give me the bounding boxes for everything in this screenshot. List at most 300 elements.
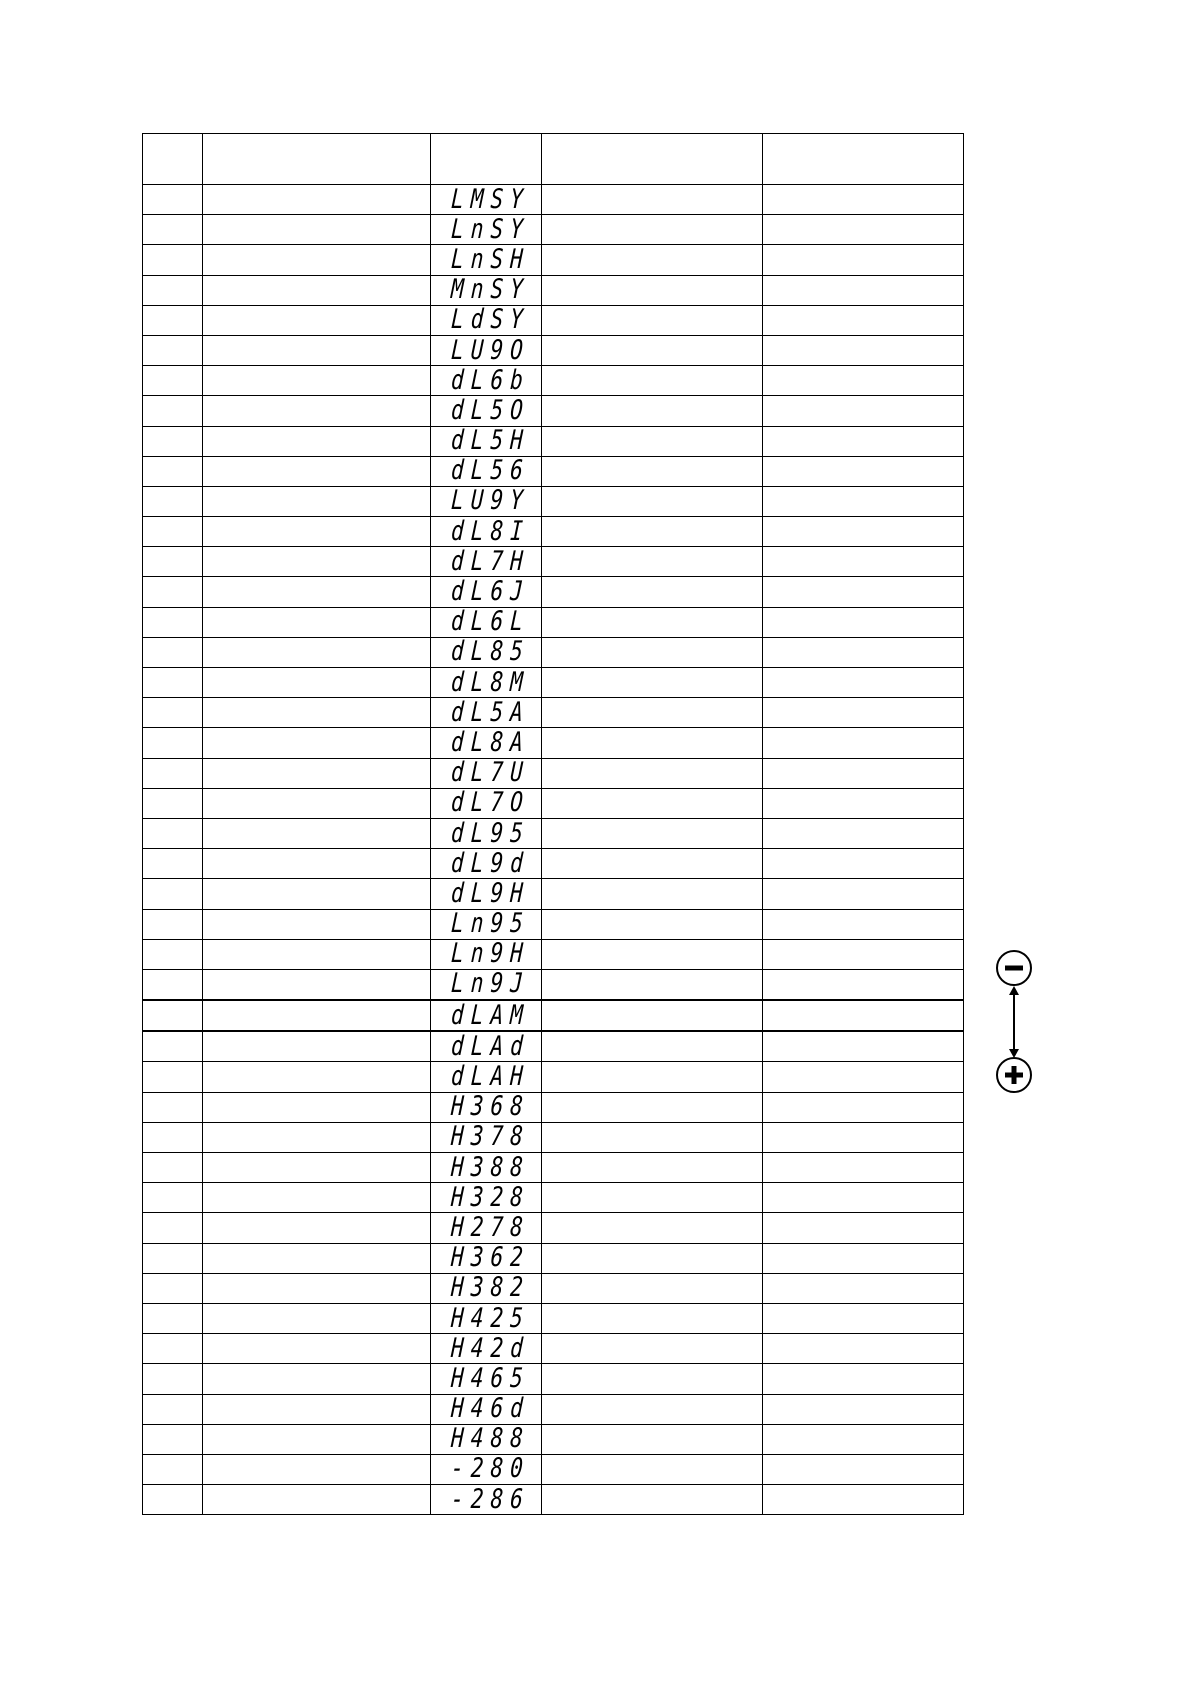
cell-no	[143, 1183, 203, 1213]
cell-no	[143, 1062, 203, 1092]
table-row	[143, 426, 964, 456]
segment-code: H388	[450, 1151, 532, 1183]
cell-a	[542, 305, 762, 335]
cell-a	[542, 577, 762, 607]
table-row	[143, 1031, 964, 1062]
cell-display-code	[431, 185, 542, 215]
cell-no	[143, 1364, 203, 1394]
table-row	[143, 1273, 964, 1303]
cell-display-code	[431, 879, 542, 909]
segment-code: MnSY	[450, 274, 532, 306]
cell-name	[203, 185, 431, 215]
table-row	[143, 366, 964, 396]
cell-a	[542, 517, 762, 547]
cell-b	[762, 668, 963, 698]
cell-display-code	[431, 396, 542, 426]
cell-a	[542, 1122, 762, 1152]
cell-no	[143, 426, 203, 456]
header-cell-no	[143, 134, 203, 185]
cell-a	[542, 849, 762, 879]
cell-no	[143, 1334, 203, 1364]
cell-a	[542, 366, 762, 396]
cell-a	[542, 335, 762, 365]
cell-display-code	[431, 1424, 542, 1454]
segment-code: LMSY	[450, 183, 532, 215]
segment-code: LU9Y	[450, 485, 532, 517]
table-row	[143, 818, 964, 848]
cell-no	[143, 879, 203, 909]
cell-b	[762, 818, 963, 848]
cell-name	[203, 909, 431, 939]
segment-code: dLAd	[450, 1030, 532, 1062]
cell-no	[143, 1031, 203, 1062]
cell-name	[203, 637, 431, 667]
cell-a	[542, 185, 762, 215]
table-row	[143, 1153, 964, 1183]
cell-name	[203, 728, 431, 758]
cell-no	[143, 1303, 203, 1333]
cell-b	[762, 849, 963, 879]
cell-no	[143, 547, 203, 577]
cell-display-code	[431, 637, 542, 667]
cell-b	[762, 969, 963, 1000]
cell-display-code	[431, 1394, 542, 1424]
table-row	[143, 486, 964, 516]
segment-code: Ln95	[450, 908, 532, 940]
cell-display-code	[431, 547, 542, 577]
header-cell-name	[203, 134, 431, 185]
cell-no	[143, 637, 203, 667]
table-row	[143, 909, 964, 939]
cell-a	[542, 969, 762, 1000]
plus-circle-icon	[997, 1058, 1031, 1092]
cell-name	[203, 335, 431, 365]
cell-b	[762, 456, 963, 486]
cell-name	[203, 1424, 431, 1454]
cell-b	[762, 909, 963, 939]
cell-a	[542, 818, 762, 848]
segment-code: H368	[450, 1091, 532, 1123]
cell-b	[762, 698, 963, 728]
cell-b	[762, 788, 963, 818]
cell-a	[542, 637, 762, 667]
cell-display-code	[431, 577, 542, 607]
table-row	[143, 335, 964, 365]
cell-a	[542, 215, 762, 245]
cell-display-code	[431, 1000, 542, 1031]
cell-b	[762, 305, 963, 335]
table-row	[143, 969, 964, 1000]
cell-no	[143, 758, 203, 788]
table-row	[143, 1000, 964, 1031]
cell-a	[542, 245, 762, 275]
header-cell-b	[762, 134, 963, 185]
cell-a	[542, 909, 762, 939]
cell-b	[762, 1364, 963, 1394]
cell-b	[762, 607, 963, 637]
segment-code: dL8I	[450, 515, 532, 547]
segment-code: dL5H	[450, 425, 532, 457]
cell-no	[143, 788, 203, 818]
table-row	[143, 607, 964, 637]
cell-b	[762, 939, 963, 969]
cell-no	[143, 1424, 203, 1454]
segment-code: dL7U	[450, 757, 532, 789]
header-row	[143, 134, 964, 185]
cell-no	[143, 668, 203, 698]
cell-b	[762, 1092, 963, 1122]
cell-no	[143, 1122, 203, 1152]
segment-code: H465	[450, 1362, 532, 1394]
cell-name	[203, 788, 431, 818]
segment-code: dLAM	[450, 999, 532, 1031]
cell-a	[542, 758, 762, 788]
cell-b	[762, 335, 963, 365]
cell-display-code	[431, 818, 542, 848]
cell-name	[203, 939, 431, 969]
cell-name	[203, 1122, 431, 1152]
segment-code: H382	[450, 1272, 532, 1304]
cell-a	[542, 1334, 762, 1364]
cell-name	[203, 607, 431, 637]
cell-name	[203, 1334, 431, 1364]
cell-display-code	[431, 1454, 542, 1484]
cell-b	[762, 758, 963, 788]
cell-display-code	[431, 607, 542, 637]
cell-name	[203, 1485, 431, 1515]
cell-b	[762, 185, 963, 215]
cell-name	[203, 305, 431, 335]
table-row	[143, 577, 964, 607]
segment-code: dL85	[450, 636, 532, 668]
cell-a	[542, 1485, 762, 1515]
cell-display-code	[431, 1092, 542, 1122]
cell-display-code	[431, 668, 542, 698]
table-row	[143, 698, 964, 728]
cell-no	[143, 1394, 203, 1424]
segment-code: dL8M	[450, 666, 532, 698]
cell-b	[762, 245, 963, 275]
cell-name	[203, 1092, 431, 1122]
segment-code: dL7H	[450, 545, 532, 577]
cell-no	[143, 517, 203, 547]
cell-name	[203, 1454, 431, 1484]
table-row	[143, 788, 964, 818]
cell-a	[542, 1183, 762, 1213]
table-body	[143, 185, 964, 1515]
cell-b	[762, 1334, 963, 1364]
segment-code: H278	[450, 1211, 532, 1243]
cell-display-code	[431, 969, 542, 1000]
cell-b	[762, 486, 963, 516]
table-row	[143, 849, 964, 879]
cell-b	[762, 1213, 963, 1243]
cell-name	[203, 1213, 431, 1243]
cell-name	[203, 275, 431, 305]
cell-name	[203, 969, 431, 1000]
cell-name	[203, 215, 431, 245]
segment-code: dL7O	[450, 787, 532, 819]
cell-b	[762, 547, 963, 577]
table-row	[143, 456, 964, 486]
cell-display-code	[431, 1062, 542, 1092]
cell-name	[203, 1000, 431, 1031]
table-row	[143, 1364, 964, 1394]
cell-name	[203, 1303, 431, 1333]
cell-name	[203, 879, 431, 909]
cell-name	[203, 758, 431, 788]
cell-no	[143, 939, 203, 969]
cell-display-code	[431, 215, 542, 245]
cell-b	[762, 637, 963, 667]
table-row	[143, 1183, 964, 1213]
table-row	[143, 728, 964, 758]
segment-code: dL8A	[450, 726, 532, 758]
cell-no	[143, 486, 203, 516]
cell-name	[203, 698, 431, 728]
cell-a	[542, 607, 762, 637]
table-row	[143, 1303, 964, 1333]
cell-no	[143, 1000, 203, 1031]
segment-code: dL9H	[450, 877, 532, 909]
table-row	[143, 939, 964, 969]
cell-a	[542, 1000, 762, 1031]
cell-name	[203, 456, 431, 486]
cell-display-code	[431, 1153, 542, 1183]
cell-a	[542, 1424, 762, 1454]
table-row	[143, 1454, 964, 1484]
cell-no	[143, 305, 203, 335]
cell-display-code	[431, 728, 542, 758]
cell-no	[143, 818, 203, 848]
segment-code: dL56	[450, 455, 532, 487]
cell-name	[203, 1153, 431, 1183]
cell-no	[143, 1454, 203, 1484]
cell-no	[143, 185, 203, 215]
cell-b	[762, 1273, 963, 1303]
cell-display-code	[431, 275, 542, 305]
cell-a	[542, 1394, 762, 1424]
cell-a	[542, 1153, 762, 1183]
cell-display-code	[431, 1303, 542, 1333]
cell-display-code	[431, 1031, 542, 1062]
table-row	[143, 1062, 964, 1092]
segment-code: LnSH	[450, 243, 532, 275]
cell-a	[542, 1092, 762, 1122]
table-row	[143, 1092, 964, 1122]
table-row	[143, 305, 964, 335]
cell-name	[203, 547, 431, 577]
cell-display-code	[431, 1122, 542, 1152]
cell-no	[143, 698, 203, 728]
cell-display-code	[431, 245, 542, 275]
cell-no	[143, 728, 203, 758]
cell-no	[143, 969, 203, 1000]
cell-name	[203, 1273, 431, 1303]
segment-code: LU9O	[450, 334, 532, 366]
cell-no	[143, 1243, 203, 1273]
cell-b	[762, 1153, 963, 1183]
cell-display-code	[431, 849, 542, 879]
cell-name	[203, 245, 431, 275]
segment-code: dLAH	[450, 1061, 532, 1093]
segment-code: H488	[450, 1423, 532, 1455]
header-cell-display	[431, 134, 542, 185]
cell-display-code	[431, 909, 542, 939]
cell-display-code	[431, 1273, 542, 1303]
cell-display-code	[431, 426, 542, 456]
cell-display-code	[431, 1243, 542, 1273]
segment-code: dL5O	[450, 394, 532, 426]
table-row	[143, 517, 964, 547]
table-row	[143, 758, 964, 788]
cell-no	[143, 909, 203, 939]
cell-display-code	[431, 939, 542, 969]
cell-a	[542, 1364, 762, 1394]
table-row	[143, 275, 964, 305]
cell-b	[762, 1031, 963, 1062]
table-row	[143, 547, 964, 577]
cell-b	[762, 1454, 963, 1484]
double-arrow-icon	[1009, 986, 1019, 1058]
segment-code: dL95	[450, 817, 532, 849]
segment-code: H362	[450, 1242, 532, 1274]
cell-a	[542, 486, 762, 516]
cell-name	[203, 1031, 431, 1062]
cell-a	[542, 396, 762, 426]
cell-name	[203, 818, 431, 848]
cell-b	[762, 1000, 963, 1031]
cell-b	[762, 1122, 963, 1152]
cell-b	[762, 1485, 963, 1515]
cell-a	[542, 547, 762, 577]
cell-name	[203, 668, 431, 698]
cell-b	[762, 728, 963, 758]
cell-b	[762, 1243, 963, 1273]
table-row	[143, 879, 964, 909]
cell-name	[203, 1062, 431, 1092]
cell-name	[203, 849, 431, 879]
cell-no	[143, 396, 203, 426]
cell-a	[542, 1273, 762, 1303]
cell-a	[542, 668, 762, 698]
cell-a	[542, 1031, 762, 1062]
cell-display-code	[431, 366, 542, 396]
cell-b	[762, 426, 963, 456]
table-row	[143, 1122, 964, 1152]
cell-b	[762, 1183, 963, 1213]
cell-name	[203, 1183, 431, 1213]
cell-name	[203, 366, 431, 396]
cell-name	[203, 1364, 431, 1394]
cell-name	[203, 577, 431, 607]
range-indicator	[994, 950, 1034, 1094]
cell-a	[542, 788, 762, 818]
segment-code: H46d	[450, 1393, 532, 1425]
table-row	[143, 1334, 964, 1364]
cell-a	[542, 1062, 762, 1092]
segment-code: dL6b	[450, 364, 532, 396]
cell-display-code	[431, 1364, 542, 1394]
cell-no	[143, 1213, 203, 1243]
cell-a	[542, 1454, 762, 1484]
cell-display-code	[431, 1485, 542, 1515]
segment-code: H42d	[450, 1332, 532, 1364]
cell-display-code	[431, 456, 542, 486]
cell-no	[143, 366, 203, 396]
cell-display-code	[431, 335, 542, 365]
cell-b	[762, 1062, 963, 1092]
segment-code: dL6L	[450, 606, 532, 638]
segment-code: Ln9H	[450, 938, 532, 970]
cell-name	[203, 396, 431, 426]
cell-display-code	[431, 1213, 542, 1243]
table-row	[143, 396, 964, 426]
cell-a	[542, 275, 762, 305]
segment-code: H328	[450, 1181, 532, 1213]
cell-no	[143, 456, 203, 486]
segment-code: -280	[450, 1453, 532, 1485]
cell-name	[203, 517, 431, 547]
cell-b	[762, 1394, 963, 1424]
cell-b	[762, 879, 963, 909]
cell-name	[203, 1394, 431, 1424]
cell-no	[143, 215, 203, 245]
segment-code: dL6J	[450, 576, 532, 608]
cell-name	[203, 1243, 431, 1273]
cell-no	[143, 607, 203, 637]
table-row	[143, 245, 964, 275]
segment-code: Ln9J	[450, 968, 532, 1000]
cell-no	[143, 1153, 203, 1183]
table-row	[143, 1243, 964, 1273]
code-table	[142, 133, 964, 1515]
cell-a	[542, 1303, 762, 1333]
cell-no	[143, 849, 203, 879]
cell-b	[762, 1303, 963, 1333]
table-row	[143, 1394, 964, 1424]
table-row	[143, 1485, 964, 1515]
table-row	[143, 215, 964, 245]
cell-b	[762, 577, 963, 607]
cell-b	[762, 366, 963, 396]
cell-name	[203, 426, 431, 456]
table-row	[143, 1424, 964, 1454]
table-row	[143, 185, 964, 215]
cell-a	[542, 728, 762, 758]
minus-circle-icon	[997, 951, 1031, 985]
segment-code: H378	[450, 1121, 532, 1153]
cell-display-code	[431, 1183, 542, 1213]
cell-no	[143, 335, 203, 365]
cell-no	[143, 1092, 203, 1122]
cell-b	[762, 215, 963, 245]
cell-no	[143, 245, 203, 275]
cell-a	[542, 698, 762, 728]
cell-display-code	[431, 1334, 542, 1364]
segment-code: dL9d	[450, 847, 532, 879]
cell-display-code	[431, 305, 542, 335]
cell-b	[762, 517, 963, 547]
table-row	[143, 668, 964, 698]
table-row	[143, 1213, 964, 1243]
cell-b	[762, 275, 963, 305]
cell-a	[542, 456, 762, 486]
cell-no	[143, 1485, 203, 1515]
cell-display-code	[431, 758, 542, 788]
cell-display-code	[431, 517, 542, 547]
segment-code: -286	[450, 1483, 532, 1515]
